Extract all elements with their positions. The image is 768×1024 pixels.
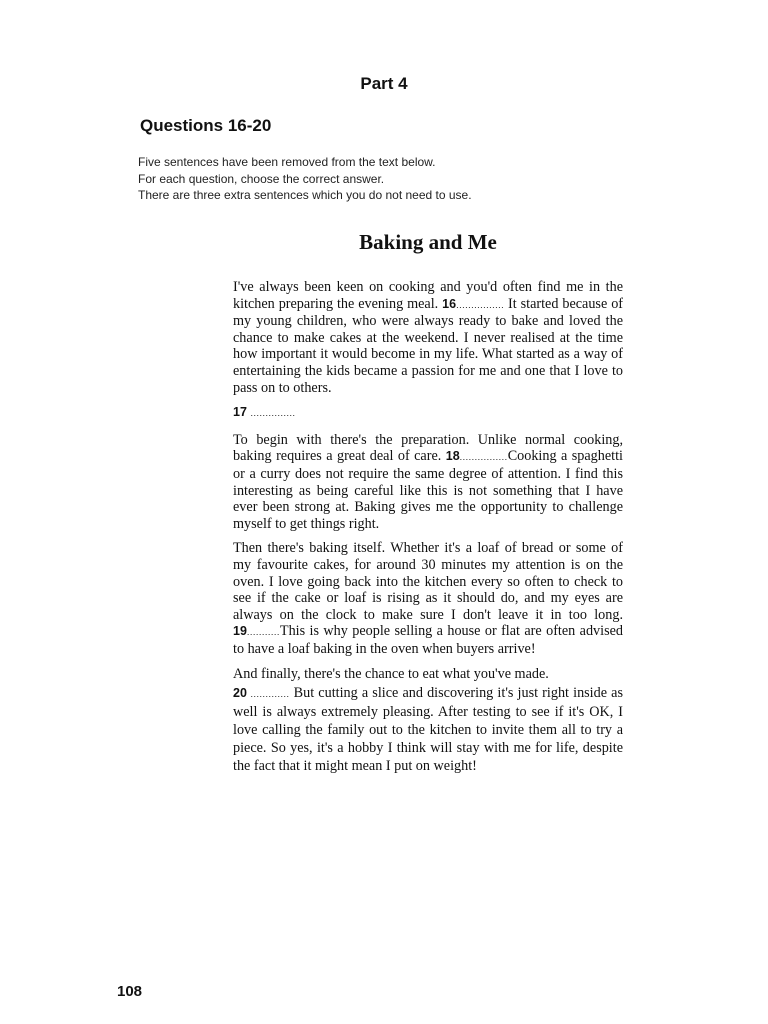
gap-number-19: 19: [233, 624, 247, 639]
paragraph-text: To begin with there's the preparation. Unlike normal cooking, baking requires a great deal of care.: [233, 431, 623, 465]
part-title: Part 4: [360, 74, 408, 93]
paragraph-text: This is why people selling a house or flat are often advised to have a loaf baking in the oven when buyers arrive!: [233, 623, 623, 657]
gap-dots-16: ................: [456, 299, 505, 310]
instruction-line: Five sentences have been removed from the text below.: [138, 155, 436, 169]
gap-dots-19: ...........: [246, 627, 280, 638]
paragraph-text: It started because of my young children, who were always ready to bake and loved the chance to make cakes at the weekend. I never realised at the time how important it would become in my life. What started as a way of entertaining the kids became a passion for me and one that I love to pass on to others.: [233, 295, 624, 396]
paragraph-1: [233, 279, 623, 396]
gap-number-16: 16: [442, 296, 457, 311]
paragraph-2: [233, 432, 623, 533]
page-number: 108: [117, 983, 143, 1000]
gap-dots-17: ...............: [250, 408, 296, 419]
instructions: [138, 154, 558, 204]
paragraph-text: I've always been keen on cooking and you'd often find me in the kitchen preparing the evening meal.: [233, 279, 623, 312]
gap-number-17: 17: [233, 405, 247, 420]
gap-number-20: 20: [233, 685, 247, 700]
article-title: Baking and Me: [359, 230, 497, 254]
paragraph-text: And finally, there's the chance to eat what you've made.: [233, 666, 549, 683]
paragraph-text: Then there's baking itself. Whether it's a loaf of bread or some of my favourite cakes, for around 30 minutes my attention is on the oven. I love going back into the kitchen every so often to check to see if the cake or loaf is rising as it should do, and my eyes are always on the clock to make sure I don't leave it in too long.: [233, 540, 623, 623]
gap-dots-20: .............: [246, 688, 290, 699]
paragraph-text: Cooking a spaghetti or a curry does not require the same degree of attention. I find this interesting as being careful like this is not something that I have ever been strong at. Baking gives me the opportunity to challenge myself to get things right.: [233, 448, 623, 532]
gap-number-18: 18: [445, 449, 460, 464]
article-body: [233, 279, 623, 784]
gap-17: [233, 404, 623, 422]
gap-dots-18: ................: [459, 452, 508, 463]
instruction-line: For each question, choose the correct answer.: [138, 171, 385, 186]
questions-heading: Questions 16-20: [140, 116, 272, 135]
paragraph-text: But cutting a slice and discovering it's just right inside as well is always extremely pleasing. After testing to see if it's OK, I love calling the family out to the kitchen to invite them all to try a piece. So yes, it's a hobby I think will stay with me for life, despite the fact that it might mean I put on weight!: [233, 684, 623, 775]
paragraph-4: [233, 665, 623, 775]
paragraph-3: [233, 540, 623, 657]
instruction-line: There are three extra sentences which you do not need to use.: [138, 188, 472, 202]
